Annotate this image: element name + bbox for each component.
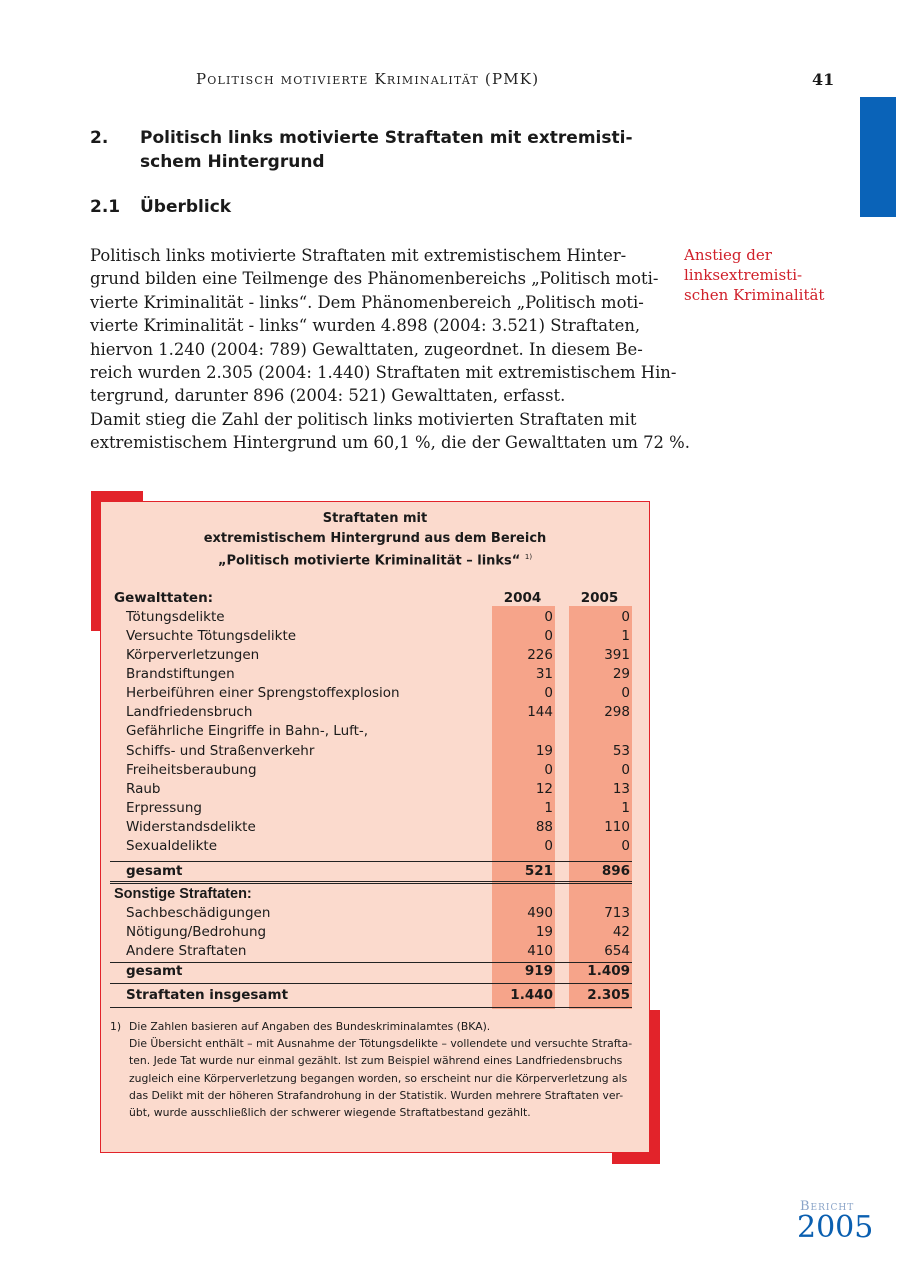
value-2005: 2.305 (587, 987, 630, 1003)
violent-crimes-heading: Gewalttaten: (114, 590, 214, 606)
row-label: Nötigung/Bedrohung (126, 924, 267, 940)
body-line: vierte Kriminalität - links“ wurden 4.898 (2004: 3.521) Straftaten, (90, 316, 641, 336)
table-row (110, 684, 632, 703)
body-paragraph (90, 244, 690, 455)
value-2005: 0 (621, 685, 630, 701)
table-row (110, 942, 632, 961)
row-label: gesamt (126, 963, 183, 979)
row-label: Sachbeschädigungen (126, 905, 271, 921)
value-2005: 0 (621, 609, 630, 625)
value-2004: 0 (544, 609, 553, 625)
value-2004: 144 (527, 704, 553, 720)
margin-note-line: schen Kriminalität (684, 286, 825, 304)
value-2005: 13 (612, 781, 630, 797)
footnote-line: Die Übersicht enthält – mit Ausnahme der Tötungsdelikte – vollendete und versuchte Strafta- (129, 1037, 633, 1051)
subsection-number: 2.1 (90, 197, 121, 217)
value-2005: 298 (604, 704, 630, 720)
row-label: Brandstiftungen (126, 666, 235, 682)
row-label: gesamt (126, 863, 183, 879)
value-2004: 0 (544, 628, 553, 644)
other-crimes-heading: Sonstige Straftaten: (114, 886, 252, 902)
value-2004: 12 (535, 781, 553, 797)
row-label: Raub (126, 781, 161, 797)
table-row (110, 818, 632, 837)
margin-note-line: Anstieg der (684, 246, 772, 264)
table-row (110, 627, 632, 646)
footnote-mark: 1) (110, 1020, 122, 1033)
value-2005: 654 (604, 943, 630, 959)
section-title-line: schem Hintergrund (140, 152, 325, 172)
margin-note-line: linksextremisti- (684, 266, 803, 284)
value-2004: 919 (524, 963, 553, 979)
section-number: 2. (90, 128, 109, 148)
body-line: hiervon 1.240 (2004: 789) Gewalttaten, zugeordnet. In diesem Be- (90, 339, 643, 359)
value-2004: 88 (535, 819, 553, 835)
body-line: reich wurden 2.305 (2004: 1.440) Straftaten mit extremistischem Hin- (90, 363, 677, 383)
row-label: Erpressung (126, 800, 202, 816)
table-row (110, 761, 632, 780)
table-row (110, 742, 632, 761)
value-2005: 1 (621, 628, 630, 644)
value-2005: 1 (621, 800, 630, 816)
other-crimes-heading-row (110, 885, 632, 904)
chapter-tab-marker (860, 97, 896, 217)
value-2004: 1 (544, 800, 553, 816)
value-2005: 0 (621, 762, 630, 778)
row-label: Andere Straftaten (126, 943, 247, 959)
table-title-line (100, 548, 650, 571)
body-line: tergrund, darunter 896 (2004: 521) Gewalttaten, erfasst. (90, 386, 566, 406)
footnote-line: zugleich eine Körperverletzung begangen worden, so erscheint nur die Körperverletzung als (129, 1071, 628, 1085)
row-label: Freiheitsberaubung (126, 762, 257, 778)
table-row (110, 904, 632, 923)
other-total-row (110, 962, 632, 981)
value-2005: 391 (604, 647, 630, 663)
page-number: 41 (812, 70, 835, 89)
value-2004: 0 (544, 685, 553, 701)
row-divider (110, 883, 632, 884)
footer-year: 2005 (797, 1210, 874, 1245)
table-row (110, 665, 632, 684)
row-label: Landfriedensbruch (126, 704, 253, 720)
table-row (110, 923, 632, 942)
footer-report-label: Bericht (800, 1199, 855, 1214)
body-line: Politisch links motivierte Straftaten mit extremistischem Hinter- (90, 246, 627, 265)
value-2005: 110 (604, 819, 630, 835)
value-2005: 42 (612, 924, 630, 940)
column-header-2004: 2004 (503, 590, 542, 606)
row-divider (110, 881, 632, 882)
footnote-line: ten. Jede Tat wurde nur einmal gezählt. Ist zum Beispiel während eines Landfriedensbruchs (129, 1054, 623, 1068)
table-title-line: Straftaten mit (322, 511, 428, 526)
table-row (110, 703, 632, 722)
row-label: Schiffs- und Straßenverkehr (126, 743, 315, 759)
row-divider (110, 1007, 632, 1008)
value-2004: 0 (544, 762, 553, 778)
running-header-title: Politisch motivierte Kriminalität (PMK) (196, 70, 540, 88)
row-label: Sexualdelikte (126, 838, 217, 854)
body-line: grund bilden eine Teilmenge des Phänomenbereichs „Politisch moti- (90, 269, 659, 289)
value-2004: 31 (535, 666, 553, 682)
row-label: Körperverletzungen (126, 647, 260, 663)
violent-total-row (110, 862, 632, 881)
footnote-line: übt, wurde ausschließlich der schwerer wiegende Straftatbestand gezählt. (129, 1106, 531, 1120)
subsection-title: Überblick (140, 197, 232, 217)
row-label: Tötungsdelikte (126, 609, 225, 625)
value-2004: 1.440 (510, 987, 553, 1003)
row-label: Gefährliche Eingriffe in Bahn-, Luft-, (126, 723, 369, 739)
value-2004: 410 (527, 943, 553, 959)
grand-total-row (110, 986, 632, 1005)
row-label: Straftaten insgesamt (126, 987, 289, 1003)
value-2005: 29 (612, 666, 630, 682)
row-label: Widerstandsdelikte (126, 819, 256, 835)
table-row (110, 837, 632, 856)
value-2004: 521 (524, 863, 553, 879)
body-line: Damit stieg die Zahl der politisch links motivierten Straftaten mit (90, 409, 637, 429)
table-title-line: extremistischem Hintergrund aus dem Bereich (203, 530, 547, 546)
table-row (110, 780, 632, 799)
margin-note (684, 245, 844, 305)
footnote-reference: 1) (524, 553, 533, 561)
value-2004: 226 (527, 647, 553, 663)
value-2004: 19 (535, 924, 553, 940)
value-2005: 1.409 (587, 963, 630, 979)
table-row (110, 646, 632, 665)
table-row (110, 799, 632, 818)
table-title (100, 509, 650, 571)
value-2004: 19 (535, 743, 553, 759)
body-line: extremistischem Hintergrund um 60,1 %, die der Gewalttaten um 72 %. (90, 433, 690, 453)
footnote-line: Die Zahlen basieren auf Angaben des Bundeskriminalamtes (BKA). (129, 1020, 491, 1033)
value-2004: 490 (527, 905, 553, 921)
value-2005: 896 (601, 863, 630, 879)
column-header-2005: 2005 (580, 590, 619, 606)
row-label: Herbeiführen einer Sprengstoffexplosion (126, 685, 400, 701)
table-header-row (110, 589, 632, 608)
value-2004: 0 (544, 838, 553, 854)
footnote-line: das Delikt mit der höheren Strafandrohung in der Statistik. Wurden mehrere Straftaten ver- (129, 1088, 624, 1102)
row-label: Versuchte Tötungsdelikte (126, 628, 297, 644)
row-divider (110, 983, 632, 984)
table-row (110, 722, 632, 741)
body-line: vierte Kriminalität - links“. Dem Phänomenbereich „Politisch moti- (90, 292, 644, 312)
value-2005: 0 (621, 838, 630, 854)
value-2005: 53 (612, 743, 630, 759)
section-title-line: Politisch links motivierte Straftaten mit extremisti- (140, 128, 633, 148)
table-title-text: „Politisch motivierte Kriminalität – links“ (217, 553, 521, 569)
value-2005: 713 (604, 905, 630, 921)
table-row (110, 608, 632, 627)
